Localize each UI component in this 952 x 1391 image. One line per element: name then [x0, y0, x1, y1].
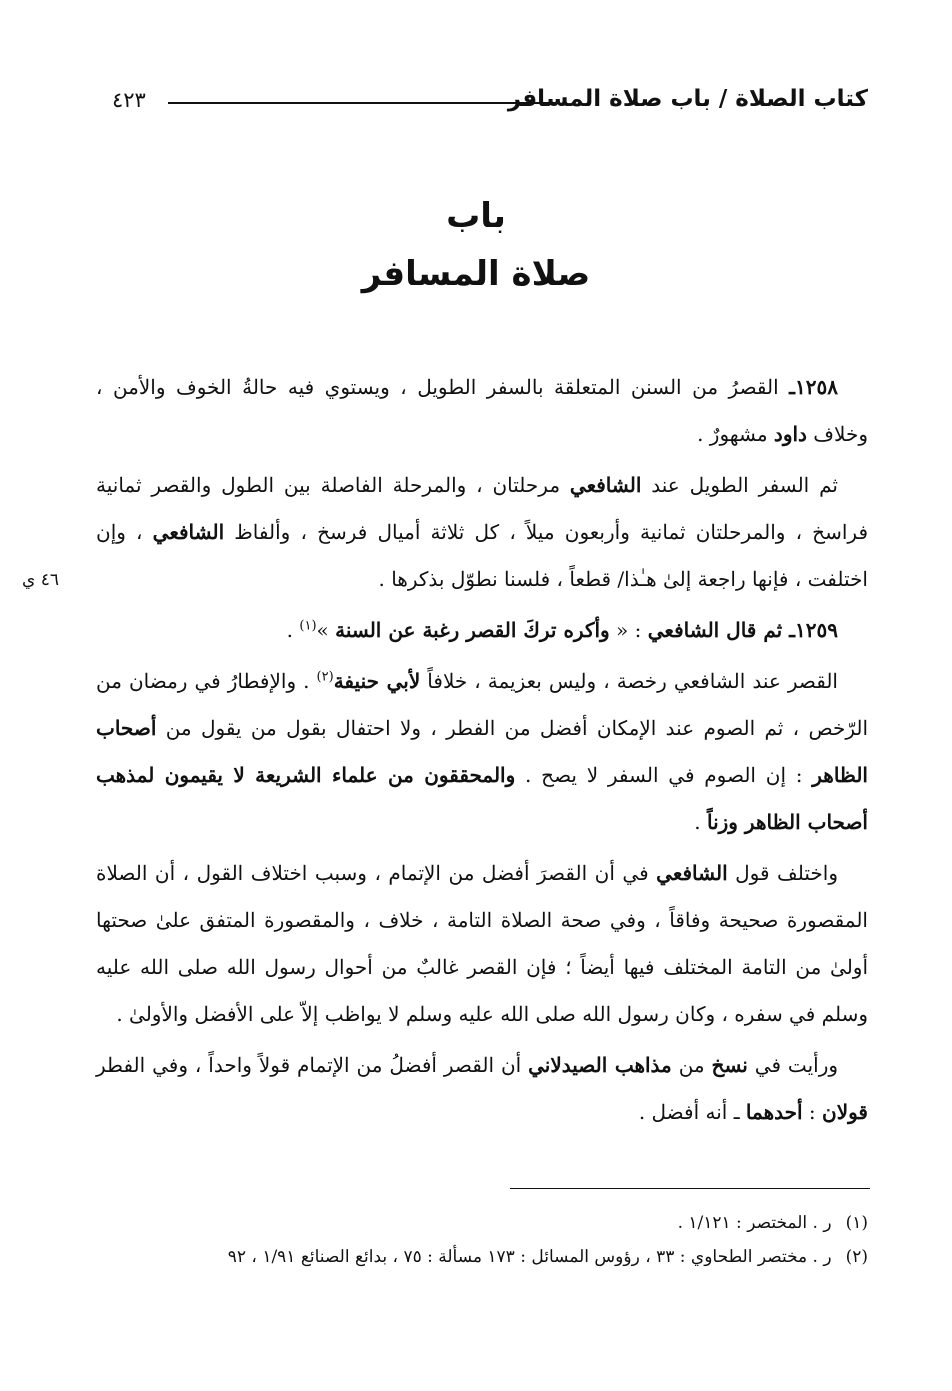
- page-number: ٤٢٣: [112, 88, 146, 112]
- bold-run: داود: [773, 422, 807, 446]
- bold-run: ١٢٥٩ـ ثم قال الشافعي: [647, 618, 838, 642]
- text-run: مشهورٌ .: [697, 422, 774, 446]
- text-run: واختلف قول: [727, 861, 838, 885]
- text-run: : «: [609, 618, 648, 642]
- footnote-ref: (٢): [316, 669, 334, 685]
- footnote-number: (١): [845, 1213, 868, 1233]
- chapter-label: باب: [446, 196, 506, 236]
- text-run: »: [316, 618, 336, 642]
- footnote-1: [96, 1206, 868, 1240]
- bold-run: أصحاب الظاهر: [96, 716, 868, 787]
- text-run: أن القصر أفضلُ من الإتمام قولاً واحداً ، وفي الفطر: [96, 1053, 529, 1077]
- bold-run: الشافعي: [569, 473, 642, 497]
- bold-run: والمحققون من علماء الشريعة لا يقيمون لمذهب أصحاب الظاهر وزناً: [96, 763, 868, 834]
- text-run: ـ أنه أفضل .: [638, 1100, 746, 1124]
- footnote-text: ر . المختصر : ١/١٢١ .: [677, 1213, 832, 1233]
- footnote-2: [96, 1240, 868, 1274]
- bold-run: لأبي حنيفة: [333, 669, 421, 693]
- paragraph-5: [96, 850, 868, 1038]
- bold-run: الشافعي: [656, 861, 728, 885]
- text-run: في أن القصرَ أفضل من الإتمام ، وسبب اختلاف القول ، أن الصلاة المقصورة صحيحة وفاقاً ، وفي صحة الصلاة التامة ، خلاف ، والمقصورة المتفق علىٰ صحتها أولىٰ من التامة المختلف فيها أيضاً ؛ فإن القصر غالبٌ من أحوال رسول الله صلى الله عليه وسلم في سفره ، وكان رسول الله صلى الله عليه وسلم لا يواظب إلاّ على الأفضل والأولىٰ .: [96, 861, 868, 1026]
- text-run: :: [802, 1100, 822, 1124]
- body-text: [96, 364, 868, 1140]
- bold-run: أحدهما: [745, 1100, 803, 1124]
- paragraph-1259: [96, 607, 868, 654]
- text-run: القصر عند الشافعي رخصة ، وليس بعزيمة ، خلافاً: [420, 669, 838, 693]
- bold-run: نسخ: [711, 1053, 748, 1077]
- text-run: ثم السفر الطويل عند: [641, 473, 838, 497]
- running-header: [112, 80, 868, 120]
- bold-run: قولان: [822, 1100, 868, 1124]
- chapter-title: صلاة المسافر: [361, 254, 591, 294]
- footnotes: [96, 1206, 868, 1274]
- bold-run: وأكره تركَ القصر رغبة عن السنة: [335, 618, 610, 642]
- header-rule: [168, 102, 556, 104]
- text-run: من: [671, 1053, 712, 1077]
- paragraph-6: [96, 1042, 868, 1136]
- issue-number: ١٢٥٨ـ: [789, 375, 838, 399]
- paragraph-1258: [96, 364, 868, 458]
- text-run: .: [694, 810, 707, 834]
- margin-note: ٤٦ ي: [22, 570, 59, 590]
- footnote-ref: (١): [299, 618, 317, 634]
- paragraph-4: [96, 658, 868, 846]
- bold-run: مذاهب الصيدلاني: [528, 1053, 672, 1077]
- text-run: ورأيت في: [747, 1053, 839, 1077]
- footnote-separator: [510, 1188, 870, 1189]
- text-run: : إن الصوم في السفر لا يصح .: [515, 763, 813, 787]
- paragraph-2: [96, 462, 868, 603]
- text-run: . والإفطارُ في رمضان من الرّخص ، ثم الصوم عند الإمكان أفضل من الفطر ، ولا احتفال بقول من يقول من: [96, 669, 868, 740]
- bold-run: الشافعي: [152, 520, 225, 544]
- text-run: .: [286, 618, 300, 642]
- text-run: ، وإن اختلفت ، فإنها راجعة إلىٰ هـٰذا/ قطعاً ، فلسنا نطوّل بذكرها .: [96, 520, 868, 591]
- text-run: مرحلتان ، والمرحلة الفاصلة بين الطول والقصر ثمانية فراسخ ، والمرحلتان ثمانية وأربعون ميلاً ، كل ثلاثة أميال فرسخ ، وألفاظ: [96, 473, 869, 544]
- footnote-number: (٢): [845, 1247, 868, 1267]
- text-run: القصرُ من السنن المتعلقة بالسفر الطويل ، ويستوي فيه حالةُ الخوف والأمن ، وخلاف: [96, 375, 868, 446]
- footnote-text: ر . مختصر الطحاوي : ٣٣ ، رؤوس المسائل : ١٧٣ مسألة : ٧٥ ، بدائع الصنائع ١/٩١ ، ٩٢: [227, 1247, 832, 1267]
- running-header-title: كتاب الصلاة / باب صلاة المسافر: [507, 86, 868, 112]
